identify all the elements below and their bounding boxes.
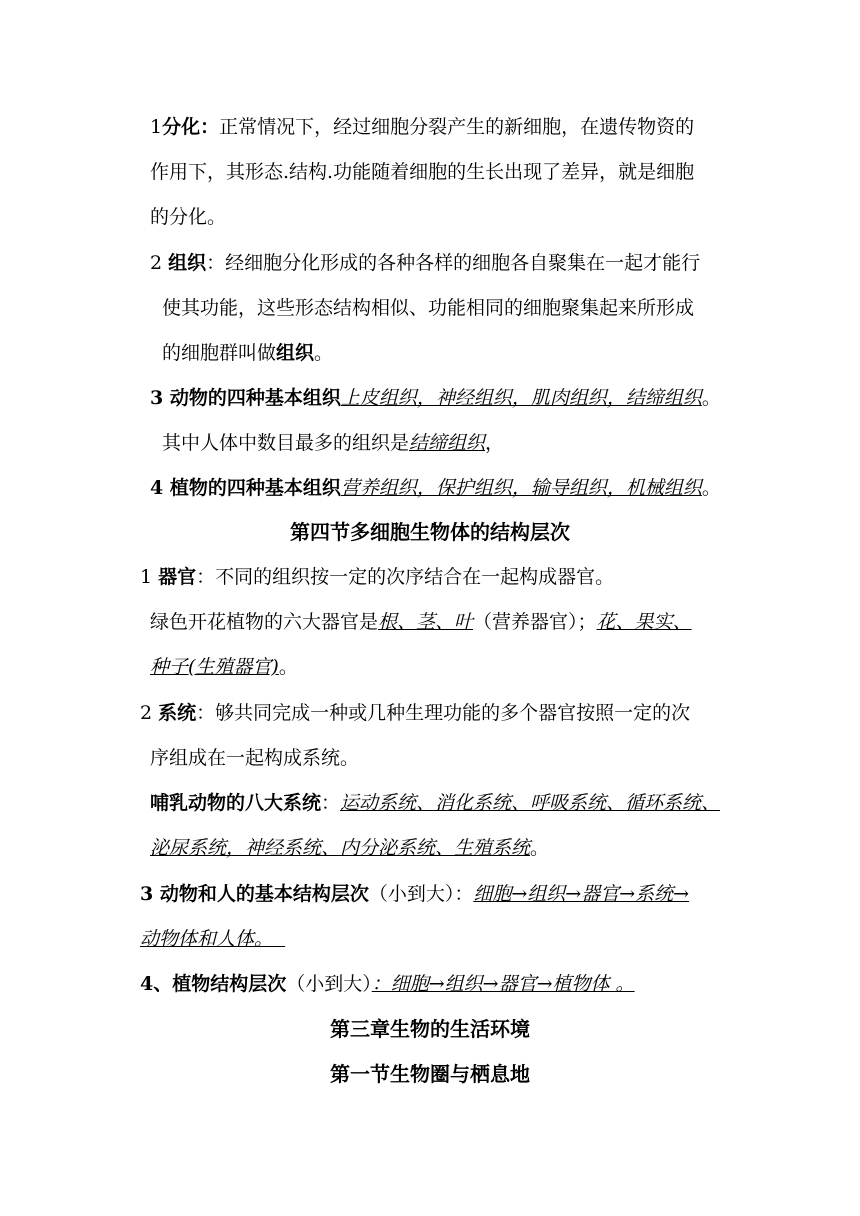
plant-levels-chain: ：细胞→组织→器官→植物体 。 — [371, 973, 635, 995]
reproductive-organs-2: 种子(生殖器官) — [150, 656, 279, 678]
organ-line-3 — [150, 658, 298, 680]
mammal-systems-line-2 — [150, 839, 549, 861]
tissue-line-2: 使其功能，这些形态结构相似、功能相同的细胞聚集起来所形成 — [162, 297, 695, 319]
text: （营养器官）； — [473, 611, 597, 633]
text: （小到大） — [286, 973, 372, 995]
animal-tissues-line — [150, 389, 721, 411]
term-tissue: 组织 — [168, 252, 207, 274]
text: （小到大）： — [368, 883, 474, 905]
text: ：不同的组织按一定的次序结合在一起构成器官。 — [196, 566, 615, 588]
text: ：经细胞分化形成的各种各样的细胞各自聚集在一起才能行 — [206, 252, 701, 274]
plant-tissues-line — [150, 479, 721, 501]
section-heading-biosphere: 第一节生物圈与栖息地 — [330, 1062, 530, 1086]
animal-levels-head: 3 动物和人的基本结构层次 — [140, 883, 369, 905]
item-number: 1 — [150, 116, 163, 138]
mammal-systems-list-2: 泌尿系统，神经系统、内分泌系统、生殖系统 — [150, 837, 531, 859]
text: 的细胞群叫做 — [162, 342, 277, 364]
system-line-2: 序组成在一起构成系统。 — [150, 747, 360, 769]
text: ：够共同完成一种或几种生理功能的多个器官按照一定的次 — [196, 702, 691, 724]
term-organ: 器官 — [158, 566, 197, 588]
text: 正常情况下，经过细胞分裂产生的新细胞，在遗传物资的 — [219, 116, 695, 138]
mammal-systems-line-1 — [150, 794, 720, 816]
tissue-line-1 — [150, 254, 700, 276]
organ-line-1 — [140, 568, 614, 590]
animal-levels-chain-1: 细胞→组织→器官→系统→ — [473, 883, 690, 905]
differentiation-line-3: 的分化。 — [150, 206, 227, 228]
mammal-systems-list-1: 运动系统、消化系统、呼吸系统、循环系统、 — [340, 792, 721, 814]
text: 。 — [314, 342, 334, 364]
differentiation-line-1 — [150, 118, 694, 140]
text: ： — [321, 792, 341, 814]
term-system: 系统 — [158, 702, 197, 724]
reproductive-organs-1: 花、果实、 — [596, 611, 692, 633]
term-tissue-bold: 组织 — [276, 342, 315, 364]
text: 。 — [701, 477, 721, 499]
animal-tissues-head: 3 动物的四种基本组织 — [150, 387, 341, 409]
plant-tissues-list: 营养组织，保护组织，输导组织，机械组织 — [340, 477, 702, 499]
tissue-line-3 — [162, 344, 333, 366]
term-colon: ： — [200, 116, 220, 138]
item-number: 2 — [150, 252, 163, 274]
animal-tissues-list: 上皮组织，神经组织，肌肉组织，结缔组织 — [340, 387, 702, 409]
text: 。 — [278, 656, 298, 678]
organ-line-2 — [150, 613, 692, 635]
text: 其中人体中数目最多的组织是 — [162, 432, 410, 454]
plant-levels-line — [140, 975, 635, 997]
animal-levels-line-2 — [140, 930, 285, 952]
item-number: 2 — [140, 702, 153, 724]
human-tissue-line — [162, 434, 504, 456]
vegetative-organs: 根、茎、叶 — [378, 611, 474, 633]
animal-levels-chain-2: 动物体和人体。 — [140, 928, 286, 950]
text: 。 — [530, 837, 550, 859]
text: 绿色开花植物的六大器官是 — [150, 611, 379, 633]
plant-tissues-head: 4 植物的四种基本组织 — [150, 477, 341, 499]
plant-levels-head: 4、植物结构层次 — [140, 973, 287, 995]
text: ， — [485, 432, 505, 454]
system-line-1 — [140, 704, 690, 726]
differentiation-line-2: 作用下，其形态.结构.功能随着细胞的生长出现了差异，就是细胞 — [150, 161, 695, 183]
chapter-heading: 第三章生物的生活环境 — [330, 1017, 530, 1041]
animal-levels-line-1 — [140, 885, 689, 907]
mammal-systems-head: 哺乳动物的八大系统 — [150, 792, 322, 814]
connective-tissue: 结缔组织 — [409, 432, 486, 454]
item-number: 1 — [140, 566, 153, 588]
text: 。 — [701, 387, 721, 409]
section-heading-structure-levels: 第四节多细胞生物体的结构层次 — [290, 520, 570, 544]
term-differentiation: 分化 — [162, 116, 201, 138]
